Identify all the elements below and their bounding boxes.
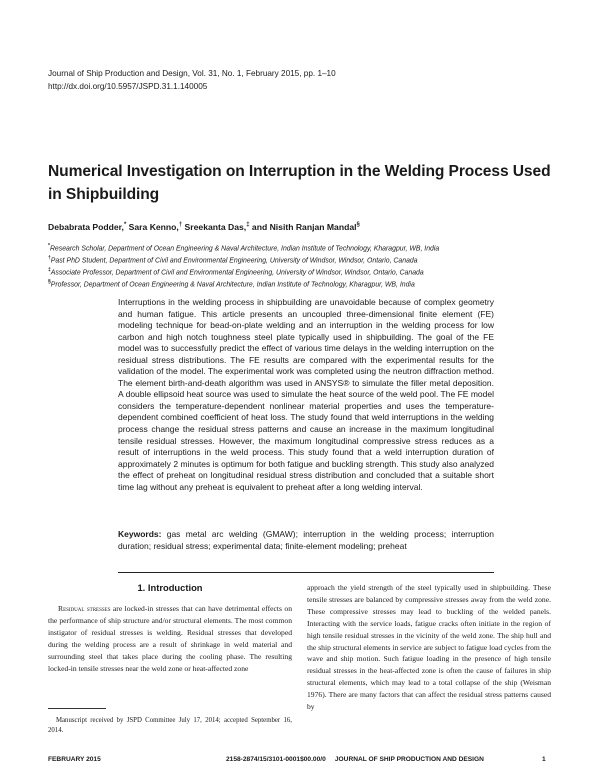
- author-name: Sreekanta Das,: [182, 222, 247, 232]
- affiliation-item: *Research Scholar, Department of Ocean Engineering & Naval Architecture, Indian Institute of Technology, Kharagpur, WB, India: [48, 243, 440, 253]
- keywords-label: Keywords:: [118, 529, 162, 539]
- keywords: [118, 529, 494, 552]
- left-column: [48, 582, 292, 674]
- affiliation-item: §Professor, Department of Ocean Engineering & Naval Architecture, Indian Institute of Technology, Kharagpur, WB, India: [48, 278, 415, 288]
- manuscript-footnote: Manuscript received by JSPD Committee July 17, 2014; accepted September 16, 2014.: [48, 717, 292, 734]
- footer-date: FEBRUARY 2015: [48, 756, 101, 763]
- intro-paragraph: Residual stresses are locked-in stresses that can have detrimental effects on the performance of ship structure and/or structural elements. The most common instigator of residual stresses is welding. Residual stresses that developed during the welding process are a result of shrinkage in weld material and surrounding steel that takes place during the cooling phase. The resulting locked-in tensile stresses near the weld zone or heat-affected zone: [48, 604, 292, 673]
- affiliation-item: ‡Associate Professor, Department of Civil and Environmental Engineering, University of Windsor, Windsor, Ontario, Canada: [48, 266, 424, 277]
- author-name: Sara Kenno,: [126, 222, 179, 232]
- author-mark: ‡: [246, 222, 250, 229]
- page-number: 1: [542, 756, 546, 763]
- affiliation-list: [48, 242, 568, 290]
- affiliation-mark: *: [48, 243, 50, 249]
- abstract-divider: [118, 572, 494, 573]
- author-list: [48, 222, 568, 232]
- lead-smallcaps: Residual stresses: [58, 604, 111, 613]
- author-name: Debabrata Podder,: [48, 222, 124, 232]
- article-title: Numerical Investigation on Interruption in the Welding Process Used in Shipbuilding: [48, 163, 551, 203]
- affiliation-mark: †: [48, 254, 51, 261]
- section-heading: 1. Introduction: [137, 582, 203, 593]
- affiliation-mark: ‡: [48, 266, 51, 273]
- footnote-divider: [48, 708, 106, 709]
- author-name: and Nisith Ranjan Mandal: [249, 222, 357, 232]
- journal-citation: Journal of Ship Production and Design, Vol. 31, No. 1, February 2015, pp. 1–10: [48, 69, 336, 78]
- author-mark: *: [123, 222, 127, 229]
- author-mark: †: [178, 222, 183, 229]
- abstract: Interruptions in the welding process in shipbuilding are unavoidable because of complex geometry and human fatigue. This article presents an uncoupled three-dimensional finite element (FE) modeling technique for bead-on-plate welding and an interruption in the welding process for low carbon and high notch toughness steel plate typically used in shipbuilding. The goal of the FE model was to successfully predict the effect of various time delays in the welding interruption on the residual stress distributions. The FE results are compared with the experimental results for the validation of the model. The experimental work was completed using the neutron diffraction method. The element birth-and-death algorithm was used in ANSYS® to simulate the filler metal deposition. A double ellipsoid heat source was used to simulate the heat source of the weld pool. The FE model considers the temperature-dependent nonlinear material properties and uses the temperature-dependent combined coefficient of heat loss. The study found that weld interruptions in the welding process change the residual stress patterns and cause an increase in the maximum longitudinal tensile residual stresses. However, the maximum longitudinal compressive stress reduces as a result of interruptions in the weld process. This study found that a weld interruption duration of approximately 2 minutes is optimum for both fatigue and buckling strength. This study also analyzed the effect of preheat on longitudinal residual stress distribution and concluded that a suitable short time lag without any preheat is equivalent to preheat after a long welding interval.: [118, 297, 494, 492]
- affiliation-mark: §: [48, 278, 51, 285]
- right-column: [307, 582, 551, 713]
- author-mark: §: [356, 222, 360, 229]
- journal-header: [48, 67, 468, 93]
- doi-link[interactable]: http://dx.doi.org/10.5957/JSPD.31.1.140005: [48, 82, 208, 91]
- keywords-text: gas metal arc welding (GMAW); interruption in the welding process; interruption duration; residual stress; experimental data; finite-element modeling; preheat: [118, 529, 494, 551]
- affiliation-item: †Past PhD Student, Department of Civil and Environmental Engineering, University of Windsor, Windsor, Ontario, Canada: [48, 254, 418, 265]
- intro-continued: approach the yield strength of the steel typically used in shipbuilding. These tensile stresses are balanced by compressive stresses away from the weld zone. These compressive stresses may lead to buckling of the welded panels. Interacting with the service loads, fatigue cracks often initiate in the region of high tensile residual stresses in the vicinity of the weld zone. The ship hull and the ship structural elements in service are subject to fatigue load cycles from the wave and ship motion. Such fatigue loading in the presence of high tensile residual stresses in the heat-affected zone is often the cause of failures in ship structural elements, which may lead to a total collapse of the ship (Weisman 1976). There are many factors that can affect the residual stress patterns caused by: [307, 583, 551, 712]
- footer-journal: 2158-2874/15/3101-0001$00.00/0 JOURNAL OF SHIP PRODUCTION AND DESIGN: [226, 756, 484, 763]
